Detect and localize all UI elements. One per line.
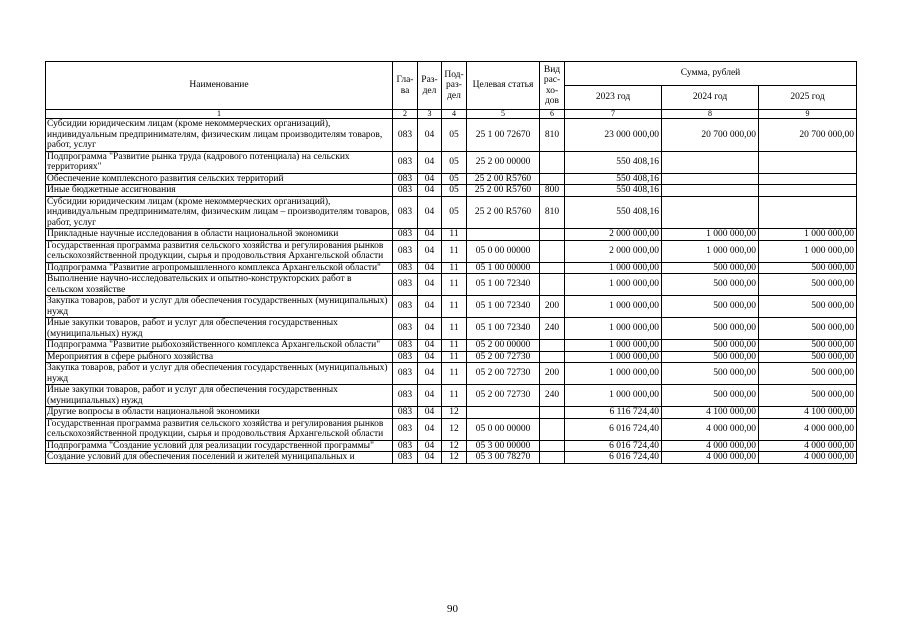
cell-amount-2025: 500 000,00	[759, 274, 857, 296]
cell-target: 05 1 00 72340	[467, 296, 540, 318]
cell-amount-2023: 1 000 000,00	[565, 262, 662, 274]
cell-name: Создание условий для обеспечения поселений и жителей муниципальных и	[46, 452, 393, 464]
column-index: 6	[540, 110, 565, 119]
cell-section: 04	[418, 119, 442, 152]
cell-amount-2023: 6 016 724,40	[565, 440, 662, 452]
cell-amount-2024: 500 000,00	[662, 340, 759, 352]
column-index: 5	[467, 110, 540, 119]
cell-amount-2024	[662, 151, 759, 173]
column-index: 9	[759, 110, 857, 119]
cell-target: 05 1 00 00000	[467, 262, 540, 274]
cell-amount-2025: 500 000,00	[759, 385, 857, 407]
cell-amount-2025	[759, 151, 857, 173]
cell-target: 05 2 00 00000	[467, 340, 540, 352]
cell-amount-2024: 4 000 000,00	[662, 418, 759, 440]
cell-subsection: 11	[442, 240, 467, 262]
cell-name: Подпрограмма "Развитие рынка труда (кадрового потенциала) на сельских территориях"	[46, 151, 393, 173]
cell-chapter: 083	[393, 440, 418, 452]
cell-amount-2025: 500 000,00	[759, 318, 857, 340]
cell-amount-2023: 1 000 000,00	[565, 363, 662, 385]
header-sum: Сумма, рублей	[565, 62, 857, 86]
cell-expense-type: 810	[540, 119, 565, 152]
cell-section: 04	[418, 363, 442, 385]
cell-name: Закупка товаров, работ и услуг для обеспечения государственных (муниципальных) нужд	[46, 363, 393, 385]
cell-chapter: 083	[393, 318, 418, 340]
cell-subsection: 11	[442, 385, 467, 407]
cell-amount-2024: 500 000,00	[662, 318, 759, 340]
cell-name: Подпрограмма "Создание условий для реализации государственной программы"	[46, 440, 393, 452]
table-row	[46, 363, 857, 385]
cell-amount-2023: 6 016 724,40	[565, 418, 662, 440]
table-row	[46, 240, 857, 262]
cell-name: Государственная программа развития сельского хозяйства и регулирования рынков сельскохозяйственной продукции, сырья и продовольствия Архангельской области	[46, 240, 393, 262]
cell-amount-2023: 550 408,16	[565, 196, 662, 229]
cell-section: 04	[418, 318, 442, 340]
table-row	[46, 296, 857, 318]
cell-expense-type	[540, 240, 565, 262]
table-row	[46, 351, 857, 363]
cell-expense-type: 800	[540, 185, 565, 197]
cell-chapter: 083	[393, 262, 418, 274]
cell-name: Государственная программа развития сельского хозяйства и регулирования рынков сельскохозяйственной продукции, сырья и продовольствия Архангельской области	[46, 418, 393, 440]
cell-expense-type	[540, 452, 565, 464]
budget-table	[45, 61, 857, 464]
cell-chapter: 083	[393, 407, 418, 419]
cell-expense-type	[540, 173, 565, 185]
cell-subsection: 05	[442, 173, 467, 185]
cell-chapter: 083	[393, 185, 418, 197]
cell-amount-2025: 500 000,00	[759, 296, 857, 318]
cell-amount-2024	[662, 173, 759, 185]
cell-chapter: 083	[393, 196, 418, 229]
cell-amount-2023: 1 000 000,00	[565, 385, 662, 407]
cell-subsection: 12	[442, 418, 467, 440]
cell-name: Другие вопросы в области национальной экономики	[46, 407, 393, 419]
table-body	[46, 119, 857, 464]
cell-amount-2024: 500 000,00	[662, 262, 759, 274]
cell-chapter: 083	[393, 240, 418, 262]
cell-subsection: 11	[442, 340, 467, 352]
header-name: Наименование	[46, 62, 393, 110]
cell-target: 05 2 00 72730	[467, 363, 540, 385]
cell-amount-2023: 550 408,16	[565, 185, 662, 197]
cell-name: Мероприятия в сфере рыбного хозяйства	[46, 351, 393, 363]
cell-amount-2024: 1 000 000,00	[662, 229, 759, 241]
cell-section: 04	[418, 196, 442, 229]
cell-expense-type	[540, 340, 565, 352]
cell-target: 05 2 00 72730	[467, 351, 540, 363]
cell-target: 25 2 00 R5760	[467, 196, 540, 229]
cell-section: 04	[418, 296, 442, 318]
cell-subsection: 11	[442, 296, 467, 318]
cell-amount-2025: 4 100 000,00	[759, 407, 857, 419]
cell-section: 04	[418, 262, 442, 274]
cell-amount-2025: 500 000,00	[759, 363, 857, 385]
cell-chapter: 083	[393, 119, 418, 152]
cell-amount-2023: 1 000 000,00	[565, 274, 662, 296]
cell-chapter: 083	[393, 229, 418, 241]
table-row	[46, 274, 857, 296]
cell-amount-2023: 1 000 000,00	[565, 351, 662, 363]
cell-name: Подпрограмма "Развитие агропромышленного комплекса Архангельской области"	[46, 262, 393, 274]
table-row	[46, 262, 857, 274]
cell-section: 04	[418, 274, 442, 296]
cell-amount-2024: 1 000 000,00	[662, 240, 759, 262]
cell-amount-2024: 500 000,00	[662, 274, 759, 296]
cell-target: 25 2 00 R5760	[467, 185, 540, 197]
cell-amount-2025: 1 000 000,00	[759, 229, 857, 241]
cell-amount-2024: 500 000,00	[662, 351, 759, 363]
cell-expense-type: 200	[540, 363, 565, 385]
cell-chapter: 083	[393, 340, 418, 352]
cell-target: 25 2 00 R5760	[467, 173, 540, 185]
cell-target: 05 1 00 72340	[467, 318, 540, 340]
cell-amount-2025: 500 000,00	[759, 262, 857, 274]
cell-amount-2024: 4 100 000,00	[662, 407, 759, 419]
cell-section: 04	[418, 173, 442, 185]
header-subsection: Под-раз-дел	[442, 62, 467, 110]
table-row	[46, 440, 857, 452]
cell-subsection: 11	[442, 274, 467, 296]
cell-subsection: 05	[442, 185, 467, 197]
column-index: 7	[565, 110, 662, 119]
table-row	[46, 185, 857, 197]
cell-amount-2023: 2 000 000,00	[565, 240, 662, 262]
cell-name: Обеспечение комплексного развития сельских территорий	[46, 173, 393, 185]
cell-amount-2025: 500 000,00	[759, 340, 857, 352]
cell-amount-2024: 20 700 000,00	[662, 119, 759, 152]
cell-target	[467, 407, 540, 419]
cell-section: 04	[418, 418, 442, 440]
cell-amount-2025	[759, 185, 857, 197]
cell-expense-type: 200	[540, 296, 565, 318]
cell-section: 04	[418, 151, 442, 173]
table-row	[46, 151, 857, 173]
column-index: 4	[442, 110, 467, 119]
cell-chapter: 083	[393, 385, 418, 407]
cell-name: Иные закупки товаров, работ и услуг для обеспечения государственных (муниципальных) нужд	[46, 385, 393, 407]
cell-subsection: 12	[442, 440, 467, 452]
table-row	[46, 119, 857, 152]
cell-amount-2024	[662, 196, 759, 229]
cell-amount-2023: 2 000 000,00	[565, 229, 662, 241]
cell-section: 04	[418, 407, 442, 419]
cell-subsection: 11	[442, 351, 467, 363]
table-row	[46, 196, 857, 229]
cell-expense-type: 810	[540, 196, 565, 229]
cell-target: 05 3 00 78270	[467, 452, 540, 464]
table-row	[46, 318, 857, 340]
cell-name: Подпрограмма "Развитие рыбохозяйственного комплекса Архангельской области"	[46, 340, 393, 352]
cell-chapter: 083	[393, 296, 418, 318]
cell-target: 05 2 00 72730	[467, 385, 540, 407]
table-row	[46, 173, 857, 185]
cell-amount-2023: 550 408,16	[565, 151, 662, 173]
cell-section: 04	[418, 385, 442, 407]
cell-target: 05 0 00 00000	[467, 418, 540, 440]
cell-chapter: 083	[393, 173, 418, 185]
cell-amount-2023: 6 016 724,40	[565, 452, 662, 464]
cell-chapter: 083	[393, 351, 418, 363]
table-row	[46, 385, 857, 407]
header-year-2024: 2024 год	[662, 86, 759, 110]
cell-amount-2025	[759, 173, 857, 185]
cell-name: Выполнение научно-исследовательских и опытно-конструкторских работ в сельском хозяйстве	[46, 274, 393, 296]
cell-section: 04	[418, 340, 442, 352]
cell-subsection: 11	[442, 318, 467, 340]
column-index: 2	[393, 110, 418, 119]
cell-target: 05 3 00 00000	[467, 440, 540, 452]
header-target: Целевая статья	[467, 62, 540, 110]
cell-target: 25 1 00 72670	[467, 119, 540, 152]
cell-expense-type	[540, 407, 565, 419]
cell-section: 04	[418, 185, 442, 197]
cell-expense-type	[540, 274, 565, 296]
cell-target: 05 1 00 72340	[467, 274, 540, 296]
cell-subsection: 12	[442, 452, 467, 464]
column-index-row	[46, 110, 857, 119]
cell-amount-2023: 550 408,16	[565, 173, 662, 185]
cell-subsection: 05	[442, 119, 467, 152]
cell-chapter: 083	[393, 274, 418, 296]
cell-chapter: 083	[393, 151, 418, 173]
column-index: 8	[662, 110, 759, 119]
cell-amount-2024: 500 000,00	[662, 363, 759, 385]
cell-amount-2024: 4 000 000,00	[662, 440, 759, 452]
header-expense-type: Вид рас-хо-дов	[540, 62, 565, 110]
table-row	[46, 452, 857, 464]
cell-subsection: 05	[442, 196, 467, 229]
cell-section: 04	[418, 229, 442, 241]
cell-target: 25 2 00 00000	[467, 151, 540, 173]
column-index: 3	[418, 110, 442, 119]
table-row	[46, 340, 857, 352]
table-row	[46, 407, 857, 419]
cell-subsection: 12	[442, 407, 467, 419]
cell-subsection: 11	[442, 229, 467, 241]
cell-expense-type	[540, 440, 565, 452]
cell-name: Субсидии юридическим лицам (кроме некоммерческих организаций), индивидуальным предпринимателям, физическим лицам производителям товаров, работ, услуг	[46, 119, 393, 152]
cell-expense-type	[540, 262, 565, 274]
column-index: 1	[46, 110, 393, 119]
cell-amount-2024	[662, 185, 759, 197]
cell-expense-type	[540, 229, 565, 241]
cell-target	[467, 229, 540, 241]
table-row	[46, 229, 857, 241]
cell-expense-type	[540, 418, 565, 440]
cell-subsection: 11	[442, 262, 467, 274]
header-year-2023: 2023 год	[565, 86, 662, 110]
cell-expense-type: 240	[540, 385, 565, 407]
cell-amount-2025: 500 000,00	[759, 351, 857, 363]
cell-amount-2023: 23 000 000,00	[565, 119, 662, 152]
table-row	[46, 418, 857, 440]
cell-section: 04	[418, 440, 442, 452]
cell-amount-2023: 1 000 000,00	[565, 318, 662, 340]
cell-expense-type	[540, 351, 565, 363]
cell-amount-2025	[759, 196, 857, 229]
cell-chapter: 083	[393, 452, 418, 464]
cell-name: Иные закупки товаров, работ и услуг для обеспечения государственных (муниципальных) нужд	[46, 318, 393, 340]
cell-amount-2025: 4 000 000,00	[759, 418, 857, 440]
cell-expense-type: 240	[540, 318, 565, 340]
cell-target: 05 0 00 00000	[467, 240, 540, 262]
cell-amount-2025: 4 000 000,00	[759, 440, 857, 452]
cell-chapter: 083	[393, 418, 418, 440]
cell-name: Прикладные научные исследования в области национальной экономики	[46, 229, 393, 241]
cell-section: 04	[418, 351, 442, 363]
cell-expense-type	[540, 151, 565, 173]
header-section: Раз-дел	[418, 62, 442, 110]
cell-section: 04	[418, 452, 442, 464]
cell-amount-2025: 1 000 000,00	[759, 240, 857, 262]
cell-subsection: 05	[442, 151, 467, 173]
header-chapter: Гла-ва	[393, 62, 418, 110]
cell-name: Иные бюджетные ассигнования	[46, 185, 393, 197]
cell-amount-2024: 500 000,00	[662, 296, 759, 318]
cell-section: 04	[418, 240, 442, 262]
cell-amount-2024: 500 000,00	[662, 385, 759, 407]
cell-subsection: 11	[442, 363, 467, 385]
cell-amount-2023: 1 000 000,00	[565, 340, 662, 352]
cell-chapter: 083	[393, 363, 418, 385]
cell-amount-2023: 6 116 724,40	[565, 407, 662, 419]
cell-amount-2025: 4 000 000,00	[759, 452, 857, 464]
cell-amount-2024: 4 000 000,00	[662, 452, 759, 464]
cell-amount-2023: 1 000 000,00	[565, 296, 662, 318]
page-number: 90	[447, 603, 458, 615]
cell-amount-2025: 20 700 000,00	[759, 119, 857, 152]
cell-name: Закупка товаров, работ и услуг для обеспечения государственных (муниципальных) нужд	[46, 296, 393, 318]
cell-name: Субсидии юридическим лицам (кроме некоммерческих организаций), индивидуальным предпринимателям, физическим лицам – производителям товаров, работ, услуг	[46, 196, 393, 229]
header-year-2025: 2025 год	[759, 86, 857, 110]
